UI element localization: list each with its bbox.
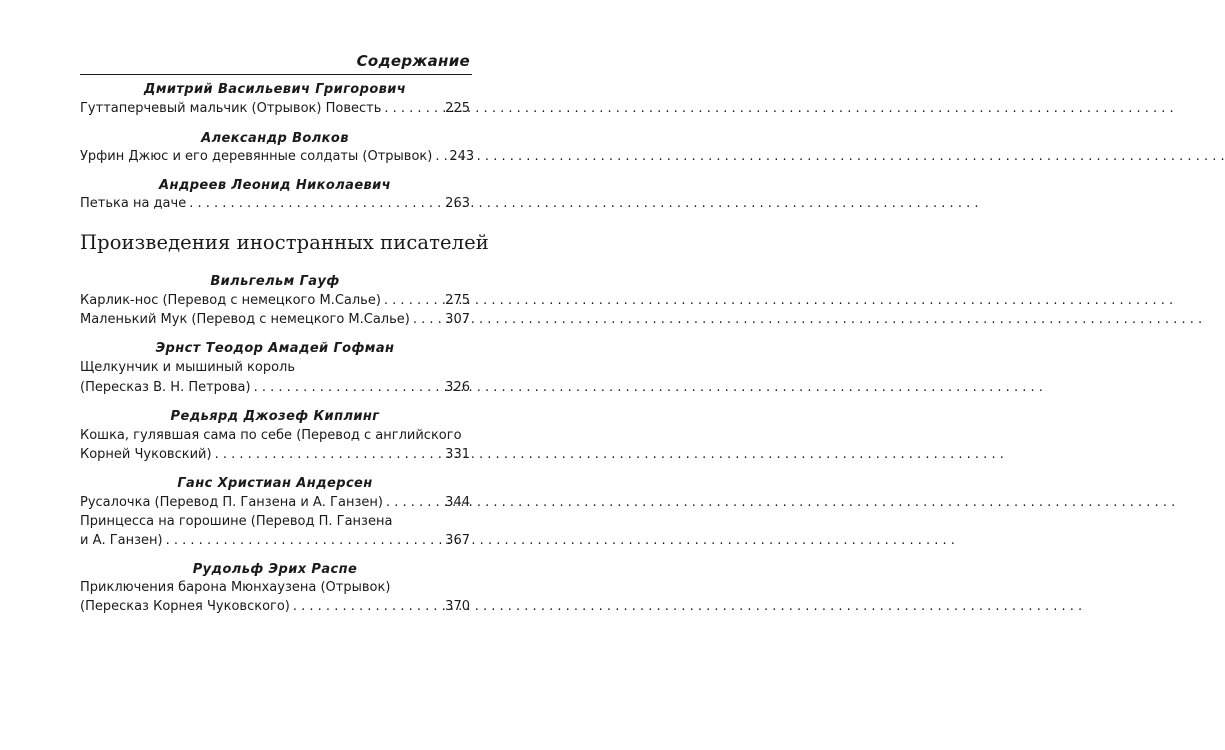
toc-entry-title: Русалочка (Перевод П. Ганзена и А. Ганзен)	[80, 495, 383, 510]
author-hoffmann: Эрнст Теодор Амадей Гофман	[155, 341, 395, 356]
dot-leader	[410, 312, 441, 328]
toc-entry-title: (Пересказ Корнея Чуковского)	[80, 599, 290, 614]
toc-entry-gutta-percha-boy[interactable]	[80, 101, 470, 117]
toc-entry-page: 370	[445, 599, 470, 614]
book-page	[0, 0, 600, 750]
toc-entry-page: 344	[445, 495, 470, 510]
dot-leader	[381, 101, 441, 117]
author-hauff: Вильгельм Гауф	[210, 274, 340, 289]
dot-leader	[383, 495, 441, 511]
toc-entry-princess-pea-line1[interactable]: Принцесса на горошине (Перевод П. Ганзена	[80, 514, 393, 529]
toc-entry-urfin-jus[interactable]	[80, 149, 475, 165]
toc-entry-title: (Пересказ В. Н. Петрова)	[80, 380, 251, 395]
toc-entry-page: 275	[445, 293, 470, 308]
dot-leader	[381, 293, 441, 309]
author-kipling: Редьярд Джозеф Киплинг	[170, 409, 380, 424]
toc-entry-little-muck[interactable]	[80, 312, 470, 328]
toc-entry-dwarf-nose[interactable]	[80, 293, 470, 309]
toc-entry-title: Корней Чуковский)	[80, 447, 212, 462]
author-andersen: Ганс Христиан Андерсен	[177, 476, 373, 491]
toc-entry-munchausen-line1[interactable]: Приключения барона Мюнхаузена (Отрывок)	[80, 580, 391, 595]
dot-leader	[186, 196, 441, 212]
toc-entry-title: Гуттаперчевый мальчик (Отрывок) Повесть	[80, 101, 382, 116]
toc-entry-little-mermaid[interactable]	[80, 495, 470, 511]
toc-entry-page: 225	[445, 101, 470, 116]
author-andreev: Андреев Леонид Николаевич	[158, 178, 391, 193]
dot-leader	[163, 533, 442, 549]
dot-leader	[251, 380, 442, 396]
running-head: Содержание	[356, 52, 470, 70]
toc-entry-nutcracker[interactable]	[80, 380, 470, 396]
toc-entry-title: Карлик-нос (Перевод с немецкого М.Салье)	[80, 293, 381, 308]
toc-entry-cat-who-walked[interactable]	[80, 447, 470, 463]
author-volkov: Александр Волков	[201, 131, 349, 146]
toc-entry-cat-line1[interactable]: Кошка, гулявшая сама по себе (Перевод с английского	[80, 428, 462, 443]
toc-entry-page: 307	[445, 312, 470, 327]
toc-entry-title: Петька на даче	[80, 196, 187, 211]
toc-entry-page: 326	[445, 380, 470, 395]
toc-entry-title: Урфин Джюс и его деревянные солдаты (Отрывок)	[80, 149, 433, 164]
toc-entry-munchausen[interactable]	[80, 599, 470, 615]
dot-leader	[432, 149, 445, 165]
author-raspe: Рудольф Эрих Распе	[192, 562, 358, 577]
toc-entry-nutcracker-line1[interactable]: Щелкунчик и мышиный король	[80, 360, 296, 375]
toc-entry-page: 263	[445, 196, 470, 211]
author-grigorovich: Дмитрий Васильевич Григорович	[143, 82, 407, 97]
toc-entry-petka-na-dache[interactable]	[80, 196, 470, 212]
toc-entry-princess-pea[interactable]	[80, 533, 470, 549]
dot-leader	[212, 447, 442, 463]
toc-entry-page: 331	[445, 447, 470, 462]
toc-entry-page: 243	[449, 149, 475, 164]
header-rule	[80, 74, 472, 75]
toc-entry-title: и А. Ганзен)	[80, 533, 163, 548]
section-title: Произведения иностранных писателей	[80, 231, 489, 254]
toc-entry-title: Маленький Мук (Перевод с немецкого М.Салье)	[80, 312, 410, 327]
dot-leader	[290, 599, 441, 615]
toc-entry-page: 367	[445, 533, 470, 548]
